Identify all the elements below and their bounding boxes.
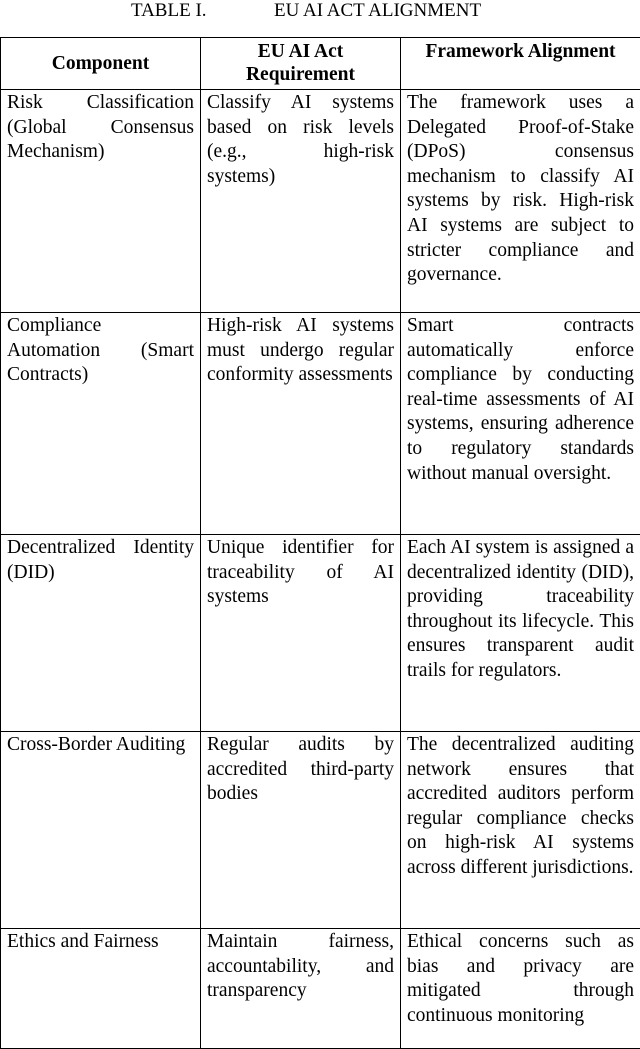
header-component: Component xyxy=(1,38,201,90)
cell-requirement: Regular audits by accredited third-party bodies xyxy=(201,732,401,929)
cell-component: Compliance Automation (Smart Contracts) xyxy=(1,313,201,535)
table-row xyxy=(1,90,640,313)
cell-component: Risk Classification (Global Consensus Mechanism) xyxy=(1,90,201,313)
cell-alignment: Each AI system is assigned a decentralized identity (DID), providing traceability throughout its lifecycle. This ensures transparent audit trails for regulators. xyxy=(401,535,640,732)
table-caption xyxy=(0,0,640,24)
table-row xyxy=(1,313,640,535)
header-framework-alignment: Framework Alignment xyxy=(401,38,640,90)
header-eu-ai-act-requirement: EU AI Act Requirement xyxy=(201,38,401,90)
table-row xyxy=(1,535,640,732)
cell-alignment: The framework uses a Delegated Proof-of-Stake (DPoS) consensus mechanism to classify AI systems by risk. High-risk AI systems are subject to stricter compliance and governance. xyxy=(401,90,640,313)
eu-ai-act-alignment-table xyxy=(0,37,640,1049)
cell-requirement: Classify AI systems based on risk levels (e.g., high-risk systems) xyxy=(201,90,401,313)
cell-requirement: Maintain fairness, accountability, and transparency xyxy=(201,929,401,1049)
table-row xyxy=(1,732,640,929)
cell-component: Decentralized Identity (DID) xyxy=(1,535,201,732)
table-title: EU AI ACT ALIGNMENT xyxy=(274,0,481,24)
cell-alignment: Smart contracts automatically enforce compliance by conducting real-time assessments of AI systems, ensuring adherence to regulatory standards without manual oversight. xyxy=(401,313,640,535)
cell-alignment: The decentralized auditing network ensures that accredited auditors perform regular compliance checks on high-risk AI systems across different jurisdictions. xyxy=(401,732,640,929)
cell-component: Cross-Border Auditing xyxy=(1,732,201,929)
table-number: TABLE I. xyxy=(131,0,207,24)
cell-alignment: Ethical concerns such as bias and privacy are mitigated through continuous monitoring xyxy=(401,929,640,1049)
table-row xyxy=(1,929,640,1049)
cell-requirement: High-risk AI systems must undergo regular conformity assessments xyxy=(201,313,401,535)
cell-requirement: Unique identifier for traceability of AI systems xyxy=(201,535,401,732)
cell-component: Ethics and Fairness xyxy=(1,929,201,1049)
table-header-row xyxy=(1,38,640,90)
